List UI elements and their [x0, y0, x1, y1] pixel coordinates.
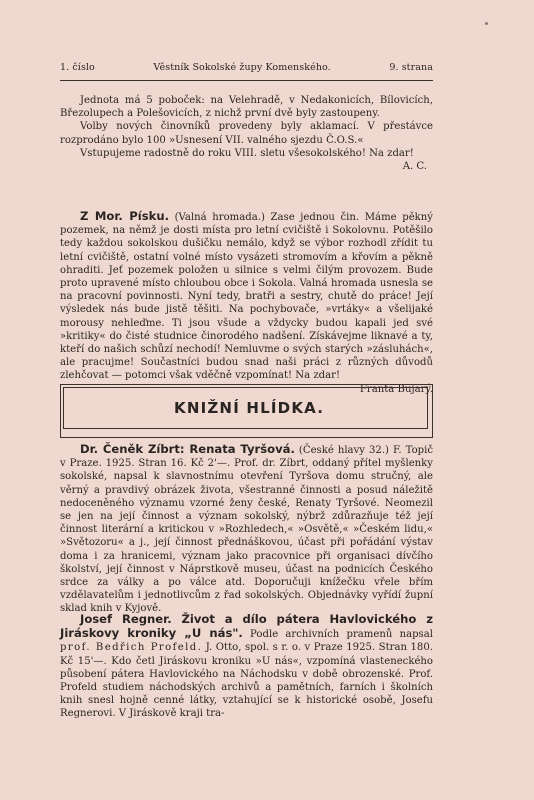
- paragraph: Vstupujeme radostně do roku VIII. sletu všesokolského! Na zdar!: [80, 147, 414, 159]
- review-body: J. Otto, spol. s r. o. v Praze 1925. Stran 180. Kč 15'—. Kdo četl Jiráskovu kroniku »U nás«, vzpomíná vlasteneckého působení pátera Havlovického na Náchodsku v době obrozenské. Prof. Profeld studiem náchodských archivů a pamětních, farních i školních knih snesl hojně cenné látky, vztahující se k historické osobě, Josefu Regnerovi. V Jiráskově kraji tra-: [60, 642, 433, 720]
- section-banner-inner: [63, 387, 428, 429]
- book-review-2: [60, 613, 433, 721]
- book-review-1: [60, 443, 433, 616]
- print-speck: [485, 22, 488, 25]
- report-pisek: [60, 210, 433, 396]
- paragraph: Volby nových činovníků provedeny byly aklamací. V přestávce rozprodáno bylo 100 »Usnesení VII. valného sjezdu Č.O.S.«: [60, 121, 433, 146]
- previous-report: [60, 94, 433, 173]
- paragraph: [60, 210, 433, 396]
- review-body: (České hlavy 32.) F. Topič v Praze. 1925. Stran 16. Kč 2'—. Prof. dr. Zíbrt, oddaný přítel myšlenky sokolské, napsal k slavnostnímu otevření Tyršova domu stručný, ale věrný a pravdivý obrázek života, všestranné činnosti a posud náležitě nedoceněného významu vzorné ženy české, Renaty Tyršové. Neomezil se jen na její činnost a význam sokolský, nýbrž zdůrazňuje též její činnost literární a kritickou v »Rozhledech,« »Osvětě,« »Českém lidu,« »Světozoru« a j., její činnost přednáškovou, účast při pořádání výstav doma i za hranicemi, význam jako pracovnice při organisaci dívčího školství, její činnost v Náprstkově museu, účast na podnicích Českého srdce za války a po válce atd. Doporučuji knížečku vřele břím vzdělavatelům i jednotlivcům z řad sokolských. Objednávky vyřídí župní sklad knih v Kyjově.: [60, 445, 433, 615]
- header-rule: [60, 80, 433, 81]
- report-heading: Z Mor. Písku.: [80, 209, 169, 223]
- signature: A. C.: [402, 161, 427, 173]
- paragraph: Jednota má 5 poboček: na Velehradě, v Nedakonicích, Bílovicích, Březolupech a Polešovicích, z nichž první dvě byly zastoupeny.: [60, 95, 433, 120]
- report-subheading: (Valná hromada.): [174, 212, 265, 223]
- section-title: KNIŽNÍ HLÍDKA.: [174, 399, 325, 417]
- signature: Franta Bujarý.: [359, 383, 433, 395]
- review-heading: Josef Regner. Život a dílo pátera Havlovického z Jiráskovy kroniky „U nás".: [60, 612, 433, 641]
- journal-title: Věstník Sokolské župy Komenského.: [153, 62, 331, 73]
- paragraph: [60, 443, 433, 616]
- paragraph: [60, 613, 433, 721]
- review-heading: Dr. Čeněk Zíbrt: Renata Tyršová.: [80, 442, 295, 456]
- report-body: Zase jednou čin. Máme pěkný pozemek, na němž je dosti místa pro letní cvičiště i Sokolovnu. Potěšilo tedy každou sokolskou dušičku nemálo, když se výbor rozhodl zřídit tu letní cvičiště, ostatní volné místo vysázeti stromovím a křovím a pěkně ohraditi. Jeť pozemek položen u silnice s velmi čilým provozem. Bude proto upravené místo chloubou obce i Sokola. Valná hromada usnesla se na pracovní povinnosti. Nyní tedy, bratři a sestry, chutě do práce! Její výsledek nás bude jistě těšiti. Na pochybovače, »vrtáky« a všelijaké morousy nehleďme. Ti jsou všude a vždycky budou kapali jed své »kritiky« do čisté studnice činorodého nadšení. Získávejme liknavé a ty, kteří do našich schůzí nechodí! Nemluvme o svých starých »zásluhách«, ale pracujme! Součastníci budou snad naši práci z různých důvodů zlehčovat — potomci však vděčně vzpomínat! Na zdar!: [60, 212, 433, 382]
- review-intro: Podle archivních pramenů napsal: [250, 629, 433, 641]
- page-number: 9. strana: [389, 62, 433, 73]
- issue-number: 1. číslo: [60, 62, 95, 73]
- running-header: [60, 62, 433, 73]
- section-banner: [60, 384, 433, 438]
- review-author: prof. Bedřich Profeld.: [60, 642, 203, 654]
